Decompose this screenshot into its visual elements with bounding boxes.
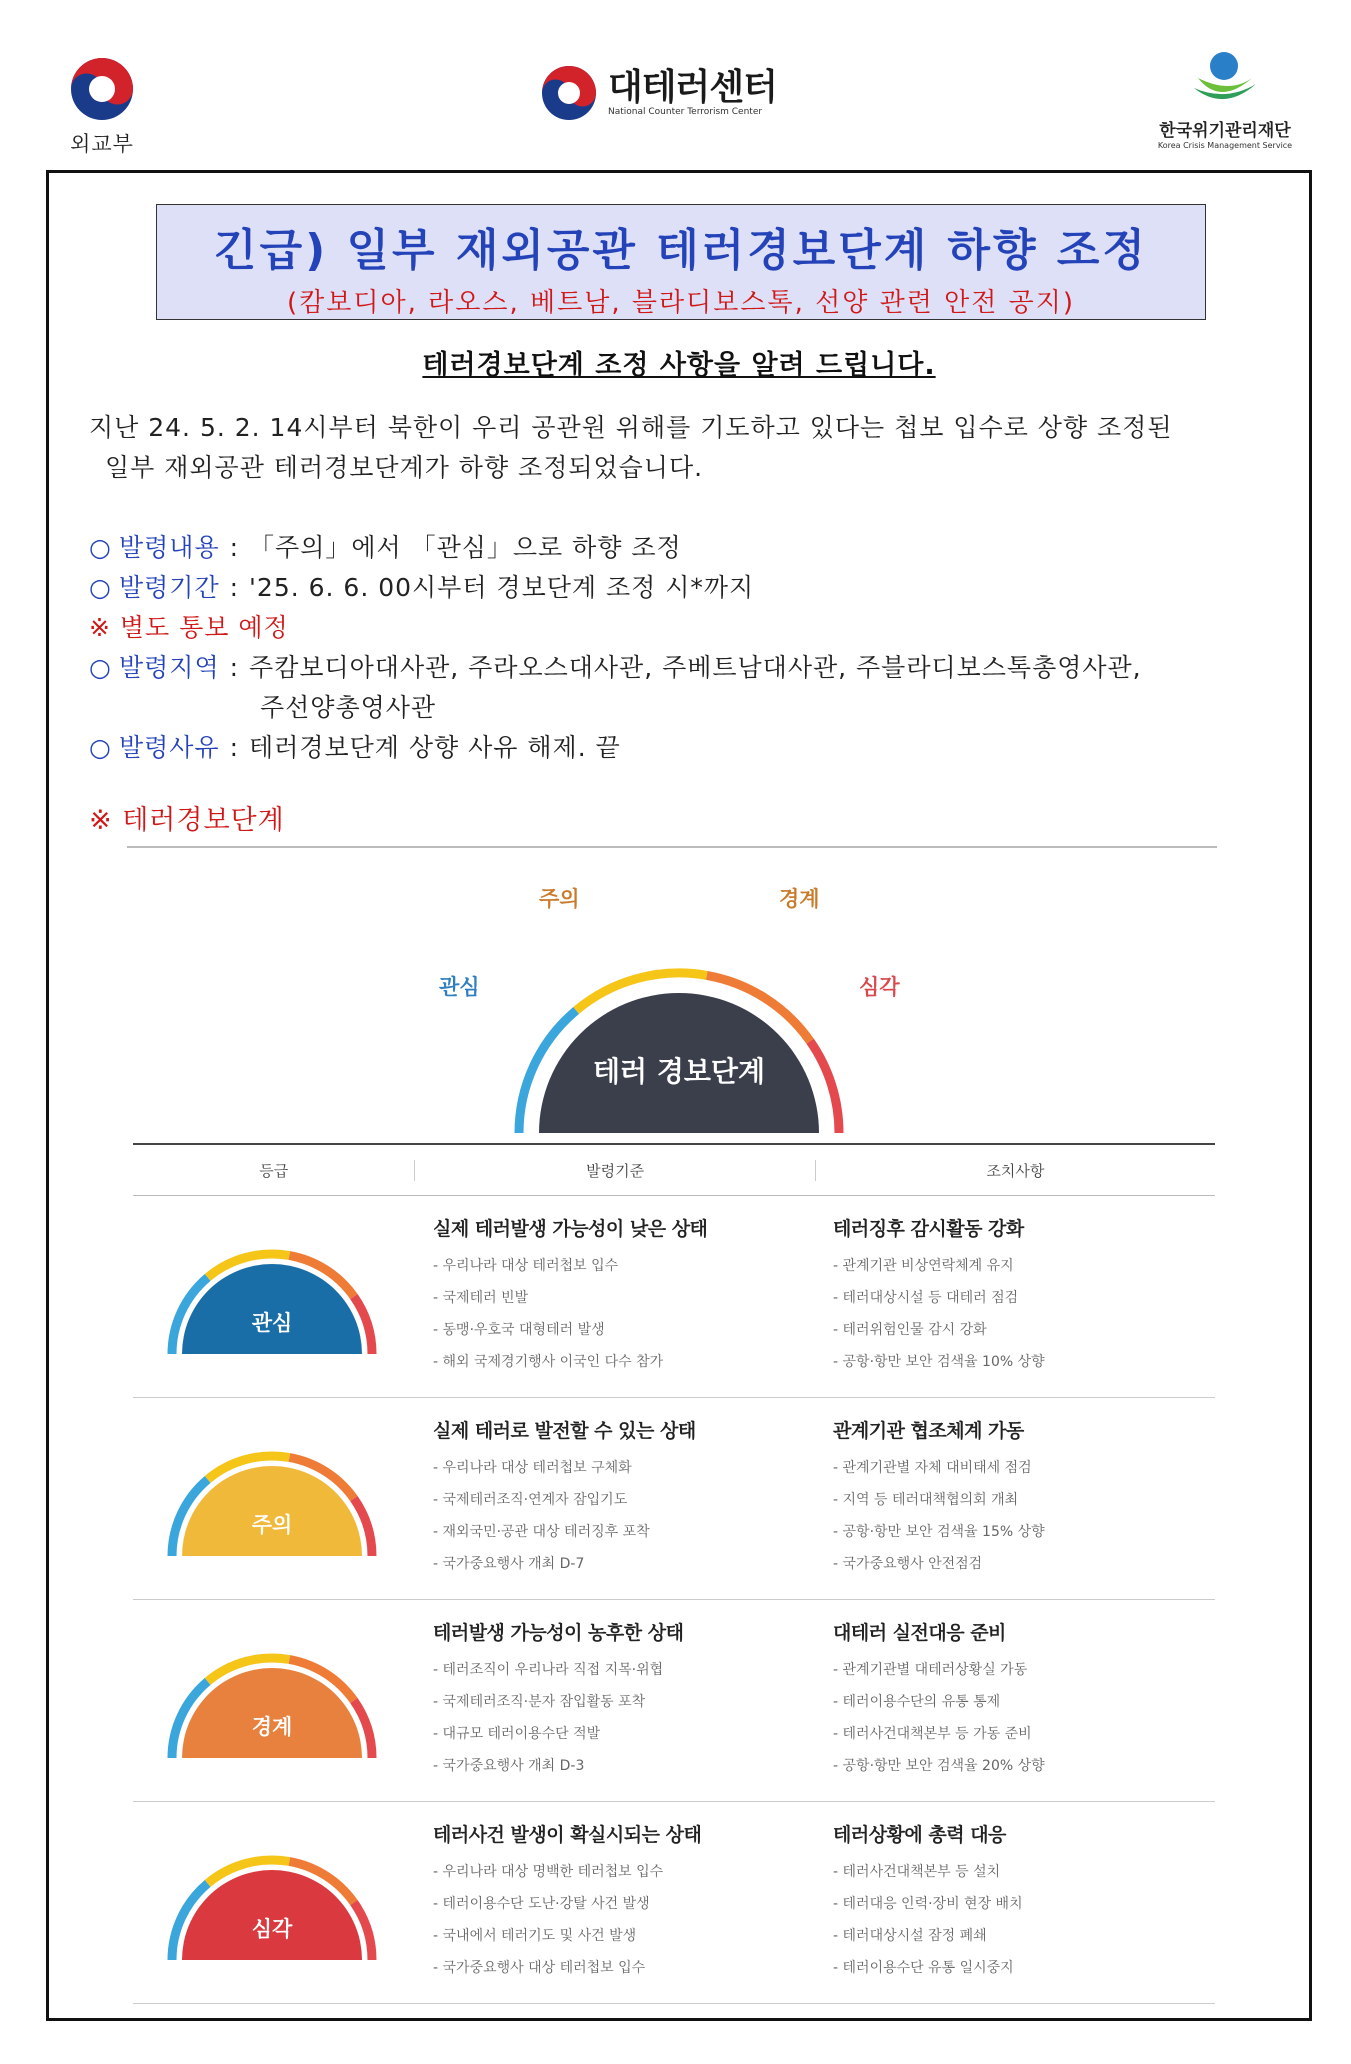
action-item: - 지역 등 테러대책협의회 개최 <box>833 1484 1213 1516</box>
action-item: - 테러이용수단의 유통 통제 <box>833 1686 1213 1718</box>
item-value: '25. 6. 6. 00시부터 경보단계 조정 시*까지 <box>249 573 755 602</box>
header-actions: 조치사항 <box>986 1161 1045 1180</box>
kcms-logo <box>1150 48 1300 150</box>
item-period-note <box>89 608 1289 648</box>
action-item: - 테러위험인물 감시 강화 <box>833 1314 1213 1346</box>
criteria-item: - 국제테러조직·연계자 잠입기도 <box>433 1484 823 1516</box>
item-region-cont <box>89 688 1289 728</box>
criteria-cell <box>433 1416 823 1580</box>
level-name: 관심 <box>251 1311 293 1335</box>
item-reason <box>89 728 1289 768</box>
table-row <box>133 1196 1215 1398</box>
item-key: 발령내용 <box>119 533 220 562</box>
criteria-item: - 재외국민·공관 대상 테러징후 포착 <box>433 1516 823 1548</box>
divider <box>127 846 1217 848</box>
criteria-item: - 우리나라 대상 명백한 테러첩보 입수 <box>433 1856 823 1888</box>
gauge-label-serious: 심각 <box>859 975 900 999</box>
action-cell <box>833 1416 1213 1580</box>
item-key: 발령지역 <box>119 653 220 682</box>
level-name: 주의 <box>251 1513 293 1537</box>
action-title: 관계기관 협조체계 가동 <box>833 1420 1024 1442</box>
notice-frame <box>46 170 1312 2021</box>
criteria-item: - 국가중요행사 대상 테러첩보 입수 <box>433 1952 823 1984</box>
colon: : <box>229 533 240 562</box>
nctc-logo <box>540 64 777 122</box>
level-name: 심각 <box>251 1917 293 1941</box>
gauge-center-label: 테러 경보단계 <box>592 1055 766 1088</box>
alert-gauge <box>439 873 909 1133</box>
intro-line-2: 일부 재외공관 테러경보단계가 하향 조정되었습니다. <box>105 453 704 482</box>
action-item: - 테러대상시설 등 대테러 점검 <box>833 1282 1213 1314</box>
action-item: - 테러사건대책본부 등 가동 준비 <box>833 1718 1213 1750</box>
nctc-eng: National Counter Terrorism Center <box>608 107 763 117</box>
criteria-item: - 해외 국제경기행사 이국인 다수 참가 <box>433 1346 823 1378</box>
criteria-item: - 테러이용수단 도난·강탈 사건 발생 <box>433 1888 823 1920</box>
alert-levels-table <box>133 1143 1215 2004</box>
action-cell <box>833 1214 1213 1378</box>
nctc-emblem-icon <box>540 64 598 122</box>
bullet: ○ <box>89 573 112 602</box>
title-box <box>156 204 1206 320</box>
taegeuk-icon <box>69 56 135 122</box>
header-criteria: 발령기준 <box>415 1160 815 1181</box>
criteria-cell <box>433 1618 823 1782</box>
action-title: 테러상황에 총력 대응 <box>833 1824 1006 1846</box>
item-value: 주선양총영사관 <box>260 693 437 722</box>
action-item: - 국가중요행사 안전점검 <box>833 1548 1213 1580</box>
action-item: - 관계기관별 자체 대비태세 점검 <box>833 1452 1213 1484</box>
level-gauge-icon <box>157 1224 387 1364</box>
action-title: 대테러 실전대응 준비 <box>833 1622 1006 1644</box>
gauge-label-interest: 관심 <box>439 975 480 999</box>
gauge-label-caution: 주의 <box>539 887 580 911</box>
page-subtitle: (캄보디아, 라오스, 베트남, 블라디보스톡, 선양 관련 안전 공지) <box>287 288 1075 318</box>
alert-items <box>89 528 1289 768</box>
criteria-item: - 대규모 테러이용수단 적발 <box>433 1718 823 1750</box>
table-row <box>133 1600 1215 1802</box>
criteria-item: - 테러조직이 우리나라 직접 지목·위협 <box>433 1654 823 1686</box>
criteria-cell <box>433 1214 823 1378</box>
criteria-item: - 국가중요행사 개최 D-7 <box>433 1548 823 1580</box>
item-key: 발령기간 <box>119 573 220 602</box>
bullet: ○ <box>89 653 112 682</box>
action-title: 테러징후 감시활동 강화 <box>833 1218 1024 1240</box>
intro-paragraph <box>89 408 1289 488</box>
table-row <box>133 1398 1215 1600</box>
item-value: 「주의」에서 「관심」으로 하향 조정 <box>249 533 682 562</box>
table-row <box>133 1802 1215 2004</box>
kcms-eng: Korea Crisis Management Service <box>1157 141 1293 150</box>
colon: : <box>229 653 240 682</box>
bullet: ○ <box>89 533 112 562</box>
kcms-name: 한국위기관리재단 <box>1159 121 1291 141</box>
criteria-item: - 우리나라 대상 테러첩보 입수 <box>433 1250 823 1282</box>
page-title: 긴급) 일부 재외공관 테러경보단계 하향 조정 <box>214 225 1148 276</box>
item-period <box>89 568 1289 608</box>
criteria-item: - 국내에서 테러기도 및 사건 발생 <box>433 1920 823 1952</box>
criteria-title: 실제 테러발생 가능성이 낮은 상태 <box>433 1218 708 1240</box>
header-grade: 등급 <box>133 1160 415 1181</box>
criteria-title: 테러사건 발생이 확실시되는 상태 <box>433 1824 702 1846</box>
level-gauge-icon <box>157 1830 387 1970</box>
item-value: 테러경보단계 상향 사유 해제. 끝 <box>249 733 621 762</box>
table-body <box>133 1196 1215 2004</box>
action-item: - 테러대상시설 잠정 폐쇄 <box>833 1920 1213 1952</box>
kcms-emblem-icon <box>1190 48 1260 110</box>
item-content <box>89 528 1289 568</box>
action-item: - 관계기관 비상연락체계 유지 <box>833 1250 1213 1282</box>
level-name: 경계 <box>251 1715 293 1739</box>
notice-heading: 테러경보단계 조정 사항을 알려 드립니다. <box>422 350 936 381</box>
intro-line-1: 지난 24. 5. 2. 14시부터 북한이 우리 공관원 위해를 기도하고 있다는 첩보 입수로 상향 조정된 <box>89 413 1173 442</box>
gauge-graphic <box>449 873 909 1133</box>
criteria-title: 실제 테러로 발전할 수 있는 상태 <box>433 1420 696 1442</box>
level-gauge-icon <box>157 1628 387 1768</box>
action-cell <box>833 1820 1213 1984</box>
colon: : <box>229 733 240 762</box>
action-item: - 관계기관별 대테러상황실 가동 <box>833 1654 1213 1686</box>
action-item: - 공항·항만 보안 검색율 15% 상향 <box>833 1516 1213 1548</box>
action-cell <box>833 1618 1213 1782</box>
action-item: - 공항·항만 보안 검색율 10% 상향 <box>833 1346 1213 1378</box>
action-item: - 테러이용수단 유통 일시중지 <box>833 1952 1213 1984</box>
criteria-item: - 동맹·우호국 대형테러 발생 <box>433 1314 823 1346</box>
action-item: - 테러사건대책본부 등 설치 <box>833 1856 1213 1888</box>
period-note: ※ 별도 통보 예정 <box>89 613 289 642</box>
bullet: ○ <box>89 733 112 762</box>
section-title: ※ 테러경보단계 <box>89 805 285 836</box>
level-gauge-icon <box>157 1426 387 1566</box>
mofa-logo <box>62 56 142 158</box>
criteria-cell <box>433 1820 823 1984</box>
gauge-label-alert: 경계 <box>779 887 820 911</box>
criteria-item: - 우리나라 대상 테러첩보 구체화 <box>433 1452 823 1484</box>
item-region <box>89 648 1289 688</box>
criteria-item: - 국가중요행사 개최 D-3 <box>433 1750 823 1782</box>
nctc-name: 대테러센터 <box>608 67 777 108</box>
item-value: 주캄보디아대사관, 주라오스대사관, 주베트남대사관, 주블라디보스톡총영사관, <box>249 653 1142 682</box>
action-item: - 테러대응 인력·장비 현장 배치 <box>833 1888 1213 1920</box>
mofa-label: 외교부 <box>70 132 134 156</box>
item-key: 발령사유 <box>119 733 220 762</box>
criteria-item: - 국제테러조직·분자 잠입활동 포착 <box>433 1686 823 1718</box>
colon: : <box>229 573 240 602</box>
criteria-item: - 국제테러 빈발 <box>433 1282 823 1314</box>
action-item: - 공항·항만 보안 검색율 20% 상향 <box>833 1750 1213 1782</box>
table-header <box>133 1145 1215 1196</box>
criteria-title: 테러발생 가능성이 농후한 상태 <box>433 1622 684 1644</box>
